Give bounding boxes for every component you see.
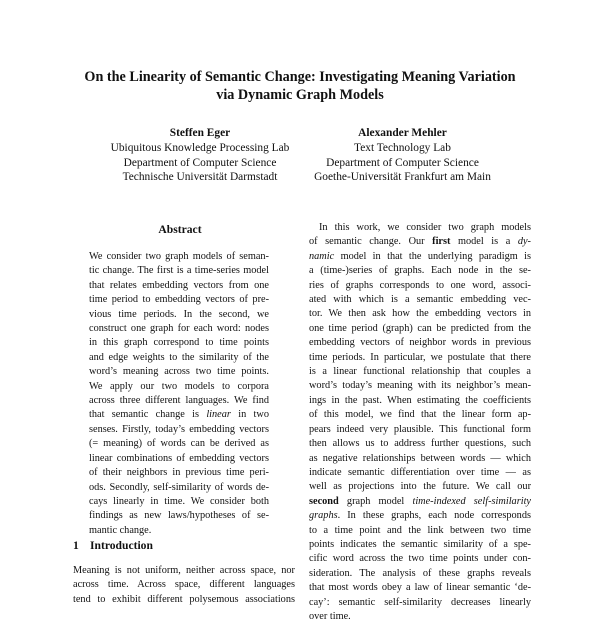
body-line: time periods. In particular, we postulate that there [309,351,531,363]
author-affiliation: Technische Universität Darmstadt [122,171,278,184]
emphasis-dynamic: dy- [517,236,531,248]
emphasis-second: second [309,495,339,507]
body-line: tor. We then ask how the embedding vectors in [309,308,531,320]
abstract-line: vious time periods. In the second, we [89,308,269,320]
abstract-line: word’s meaning across two time points. [89,366,269,378]
abstract-line: We consider two graph models of seman- [89,251,269,262]
author-affiliation: Ubiquitous Knowledge Processing Lab [110,141,290,154]
section-number: 1 [73,539,79,552]
body-line: cay’: semantic self-similarity decreases linearly [309,596,531,608]
body-line: one time period (graph) can be predicted from the [309,322,531,334]
body-line: In this work, we consider two graph models [319,222,531,233]
abstract-heading: Abstract [158,223,202,236]
author-affiliation: Goethe-Universität Frankfurt am Main [314,171,491,184]
body-line: then allows us to address further questions, such [309,438,531,450]
introduction-body [73,564,295,607]
abstract-body [89,250,269,538]
body-line: sideration. The analysis of these graphs reveals [309,567,531,579]
body-line: second graph model time-indexed self-similarity [309,495,531,507]
emphasis-dynamic: namic [309,250,335,262]
body-line: ries of graphs corresponds to one word, associ- [309,279,531,291]
emphasis-linear: linear [206,409,231,421]
author-affiliation: Department of Computer Science [123,156,277,169]
section-title: Introduction [90,539,153,552]
abstract-line: in this graph correspond to time points [89,337,269,349]
abstract-line: findings as new laws/hypotheses of se- [89,510,269,522]
body-line: namic model in that the underlying paradigm is [309,250,531,262]
body-line: as negative relationships between words — which [309,452,531,464]
paper-title [60,68,540,104]
abstract-line: and edge weights to the similarity of the [89,351,269,363]
abstract-line: construct one graph for each word: nodes [89,323,269,335]
abstract-line: across three different languages. We find [89,395,269,407]
author-block-1 [92,126,308,185]
abstract-line: senses. Firstly, today’s embedding vectors [89,423,269,435]
intro-line: tend to exhibit different polysemous associations [73,593,295,605]
body-line: ated with which is a semantic embedding vec- [309,294,531,306]
abstract-line: ods. Secondly, self-similarity of words de- [89,481,269,493]
right-column-body [309,221,531,624]
body-line: a (time-)series of graphs. Each node in the se- [309,265,531,277]
intro-line: Meaning is not uniform, neither across space, nor [73,565,295,576]
abstract-line: of their neighbors in previous time peri- [89,467,269,479]
body-line: cific word across the two time points under con- [309,553,531,565]
abstract-line: We apply our two models to corpora [89,380,269,392]
title-line-2: via Dynamic Graph Models [216,87,384,103]
author-affiliation: Text Technology Lab [354,141,451,154]
body-line: graphs. In these graphs, each node corresponds [309,510,531,522]
emphasis-graphs: graphs [309,510,338,522]
abstract-line: linear combinations of embedding vectors [89,452,269,464]
body-line: of semantic change. Our first model is a dy- [309,236,531,248]
abstract-line: (= meaning) of words can be derived as [89,438,269,450]
body-line: that most words obey a law of linear semantic ‘de- [309,582,531,594]
emphasis-first: first [432,236,451,248]
body-line: over time. [309,610,351,622]
abstract-line: time period to embedding vectors of pre- [89,294,269,306]
abstract-line: cays linearly in time. We consider both [89,495,269,507]
body-line: is a linear functional relationship that couples a [309,366,531,378]
section-heading [73,539,153,552]
author-name: Alexander Mehler [358,127,447,139]
body-line: to a time point and the link between two time [309,524,531,536]
body-line: embedding vectors of neighbor words in previous [309,337,531,349]
body-line: pears indeed very plausible. This functional form [309,423,531,435]
body-line: ings in the past. When estimating the coefficients [309,394,531,406]
emphasis-tiss: time-indexed self-similarity [412,495,531,507]
author-block-2 [300,126,505,185]
body-line: points indicates the semantic similarity of a spe- [309,538,531,550]
author-name: Steffen Eger [169,127,231,139]
abstract-line: tic change. The first is a time-series model [89,265,269,277]
body-line: of this model, we find that the linear form ap- [309,409,531,421]
intro-line: across time. Across space, different languages [73,579,295,591]
abstract-line: that semantic change is linear in two [89,409,269,421]
body-line: word’s today’s meaning with its neighbor’s mean- [309,380,531,392]
abstract-line: that relates embedding vectors from one [89,279,269,291]
title-line-1: On the Linearity of Semantic Change: Investigating Meaning Variation [84,69,516,85]
abstract-line: mantic change. [89,524,152,536]
author-affiliation: Department of Computer Science [326,156,479,169]
body-line: indicate semantic differentiation over time — as [309,466,531,478]
body-line: well as projections into the future. We call our [309,481,531,493]
